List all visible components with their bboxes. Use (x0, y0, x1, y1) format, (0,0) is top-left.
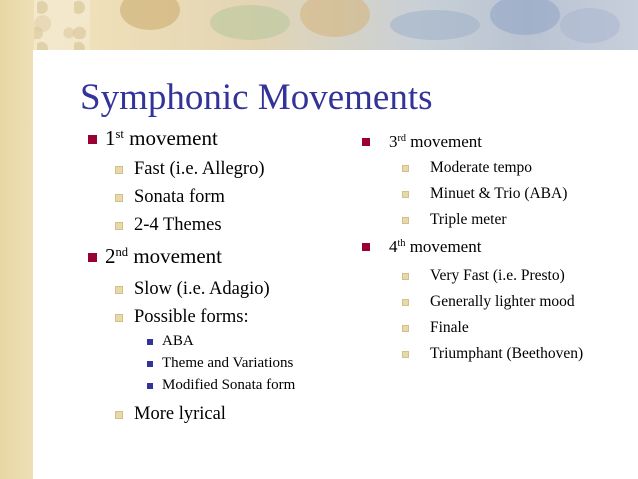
square-bullet-icon (402, 273, 409, 280)
bullet-level2-item: 2-4 Themes (134, 215, 222, 235)
ordinal-suffix: rd (397, 133, 406, 145)
square-bullet-icon (147, 339, 153, 345)
item-text: movement (406, 132, 483, 151)
bullet-level2-item: More lyrical (134, 404, 226, 424)
bullet-level3-item: Modified Sonata form (162, 377, 296, 393)
square-bullet-icon (115, 411, 123, 419)
bullet-level2-item: Finale (430, 319, 469, 336)
square-bullet-icon (115, 166, 123, 174)
square-bullet-icon (362, 243, 370, 251)
ordinal-suffix: nd (115, 245, 129, 260)
bullet-level2-item: Moderate tempo (430, 159, 533, 176)
slide-title: Symphonic Movements (80, 77, 433, 118)
square-bullet-icon (402, 165, 409, 172)
bullet-level1-item (105, 246, 222, 267)
square-bullet-icon (402, 299, 409, 306)
bullet-level2-item: Sonata form (134, 187, 225, 207)
square-bullet-icon (88, 135, 97, 144)
bullet-level2-item: Generally lighter mood (430, 293, 575, 310)
square-bullet-icon (402, 351, 409, 358)
ordinal-suffix: th (397, 238, 406, 250)
square-bullet-icon (115, 286, 123, 294)
bullet-level1-item (105, 128, 218, 149)
square-bullet-icon (147, 361, 153, 367)
item-text: movement (123, 126, 218, 150)
bullet-level2-item: Slow (i.e. Adagio) (134, 279, 270, 299)
square-bullet-icon (88, 253, 97, 262)
ordinal-number: 2 (105, 244, 116, 268)
decorative-banner (90, 0, 638, 50)
bullet-level1-item (389, 238, 481, 255)
bullet-level2-item: Minuet & Trio (ABA) (430, 185, 568, 202)
square-bullet-icon (115, 194, 123, 202)
square-bullet-icon (402, 217, 409, 224)
bullet-level2-item: Very Fast (i.e. Presto) (430, 267, 565, 284)
square-bullet-icon (402, 191, 409, 198)
bullet-level3-item: Theme and Variations (162, 355, 294, 371)
square-bullet-icon (402, 325, 409, 332)
bullet-level2-item: Triumphant (Beethoven) (430, 345, 584, 362)
parchment-strip (0, 0, 34, 479)
item-text: movement (405, 237, 482, 256)
square-bullet-icon (115, 222, 123, 230)
bullet-level1-item (389, 133, 482, 150)
square-bullet-icon (115, 314, 123, 322)
bullet-level2-item: Triple meter (430, 211, 507, 228)
square-bullet-icon (147, 383, 153, 389)
ordinal-number: 3 (389, 132, 398, 151)
square-bullet-icon (362, 138, 370, 146)
bullet-level2-item: Fast (i.e. Allegro) (134, 159, 265, 179)
item-text: movement (128, 244, 222, 268)
ordinal-number: 4 (389, 237, 398, 256)
bullet-level3-item: ABA (162, 333, 194, 349)
bullet-level2-item: Possible forms: (134, 307, 249, 327)
ordinal-number: 1 (105, 126, 116, 150)
ordinal-suffix: st (115, 127, 124, 142)
